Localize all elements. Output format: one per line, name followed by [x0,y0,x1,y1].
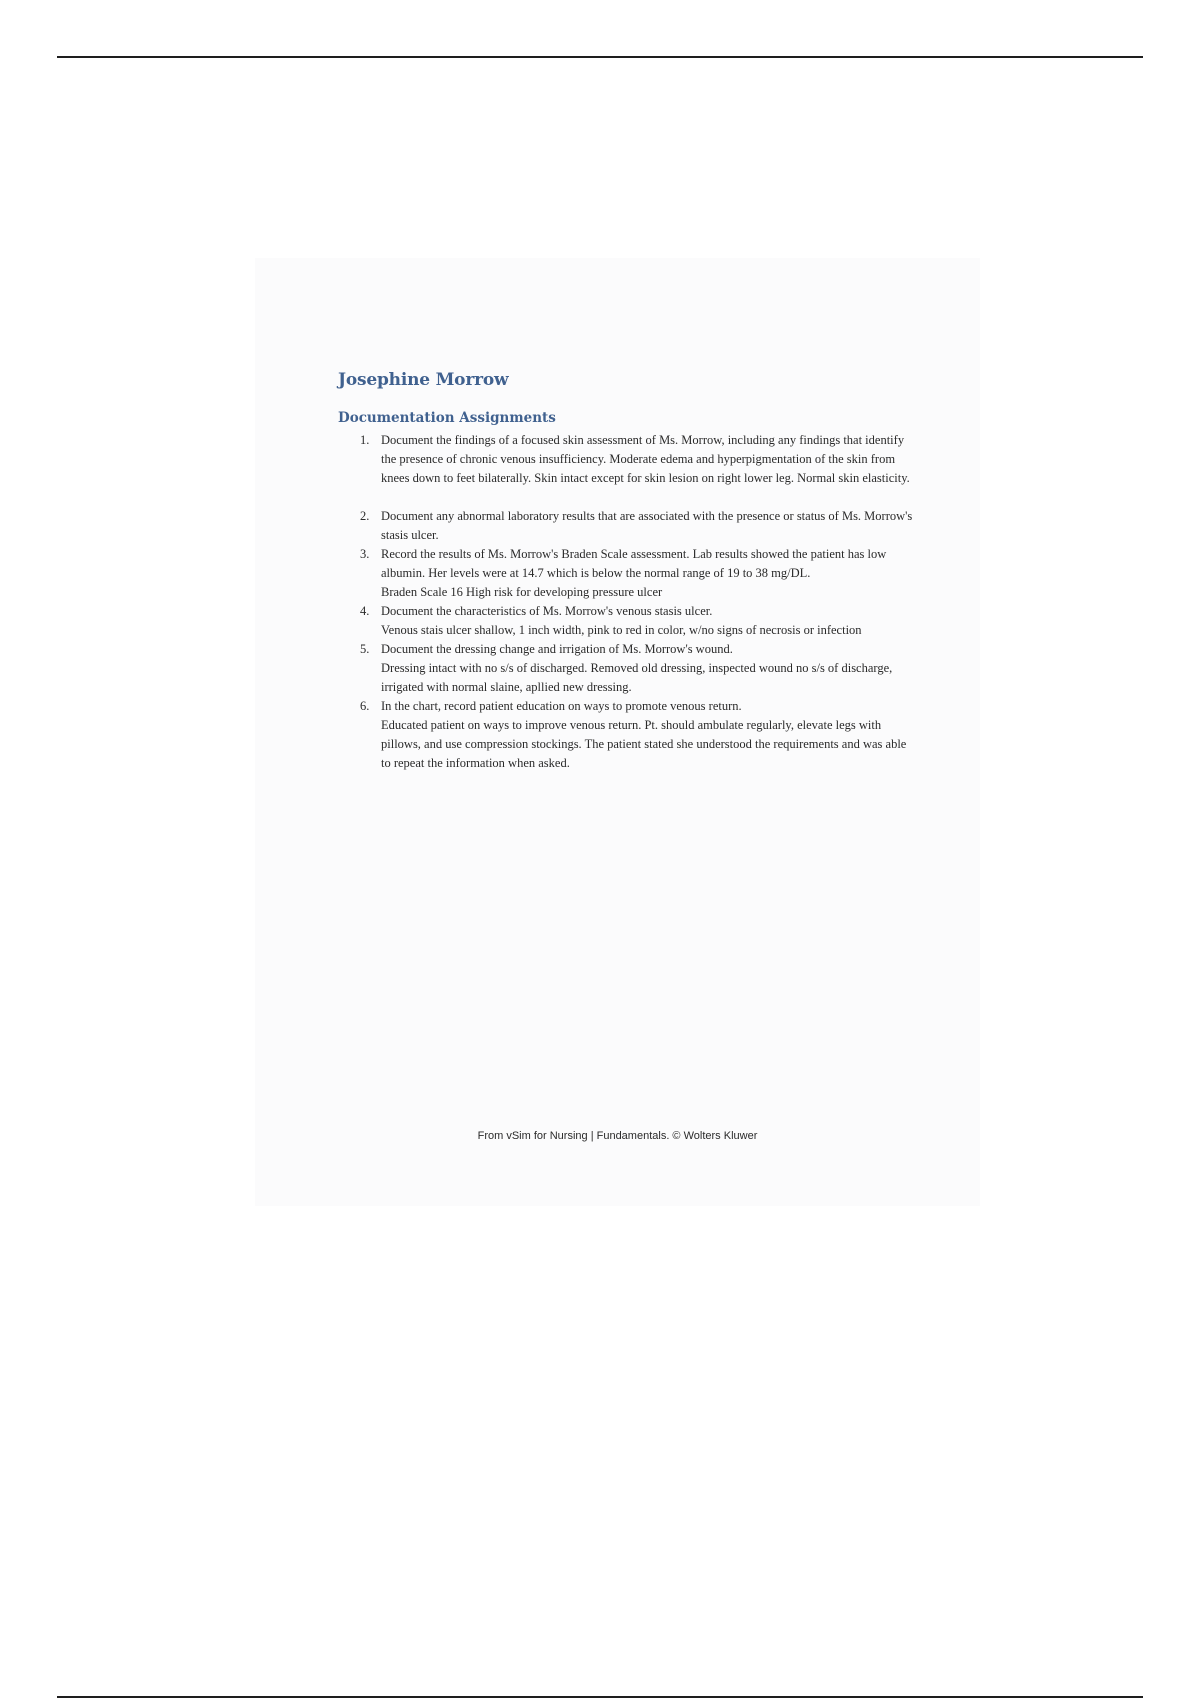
document-page [255,258,980,1206]
item-answer: Educated patient on ways to improve venous return. Pt. should ambulate regularly, elevate legs with pillows, and use compression stockings. The patient stated she understood the requirements and was able to repeat the information when asked. [381,718,907,770]
item-answer: Braden Scale 16 High risk for developing pressure ulcer [381,585,663,599]
item-number: 4. [360,604,370,618]
assignment-list [338,431,918,773]
item-answer: Dressing intact with no s/s of discharged. Removed old dressing, inspected wound no s/s of discharge, irrigated with normal slaine, apllied new dressing. [381,661,893,694]
item-text: Document the characteristics of Ms. Morrow's venous stasis ulcer. [381,604,713,618]
patient-name-title: Josephine Morrow [338,370,509,390]
bottom-divider [57,1696,1143,1698]
item-answer: Venous stais ulcer shallow, 1 inch width, pink to red in color, w/no signs of necrosis or infection [381,623,862,637]
item-text: Document the dressing change and irrigation of Ms. Morrow's wound. [381,642,733,656]
assignment-item [338,602,918,640]
top-divider [57,56,1143,58]
item-number: 5. [360,642,370,656]
item-number: 6. [360,699,370,713]
item-text: Document the findings of a focused skin assessment of Ms. Morrow, including any findings that identify the presence of chronic venous insufficiency. Moderate edema and hyperpigmentation of the skin from knees down to feet bilaterally. Skin intact except for skin lesion on right lower leg. Normal skin elasticity. [381,433,910,485]
item-text: Document any abnormal laboratory results that are associated with the presence or status of Ms. Morrow's stasis ulcer. [381,509,913,542]
item-number: 1. [360,433,370,447]
assignment-item [338,545,918,602]
item-text: In the chart, record patient education on ways to promote venous return. [381,699,742,713]
item-number: 2. [360,509,370,523]
item-text: Record the results of Ms. Morrow's Braden Scale assessment. Lab results showed the patient has low albumin. Her levels were at 14.7 which is below the normal range of 19 to 38 mg/DL. [381,547,887,580]
section-heading: Documentation Assignments [338,410,556,426]
assignment-item [338,431,918,488]
assignment-item [338,640,918,697]
assignment-item [338,697,918,773]
assignment-item [338,507,918,545]
item-number: 3. [360,547,370,561]
copyright-footer: From vSim for Nursing | Fundamentals. © Wolters Kluwer [477,1130,758,1142]
